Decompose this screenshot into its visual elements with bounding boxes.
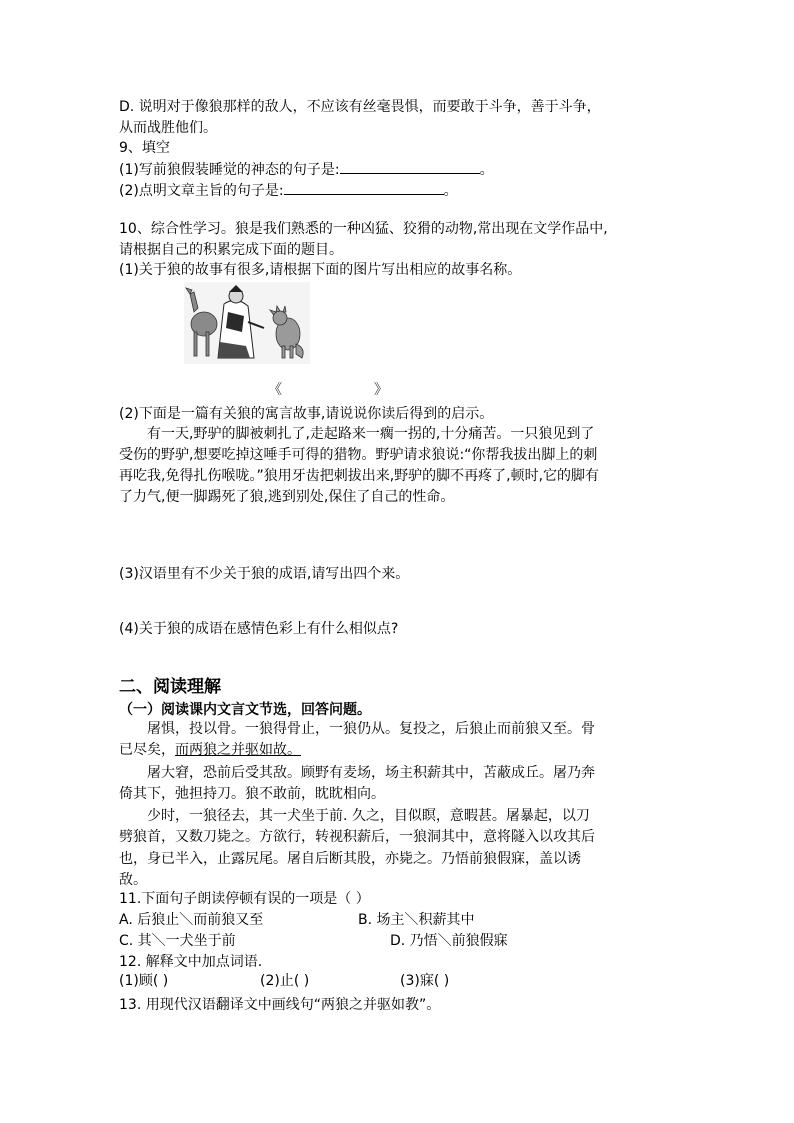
q9-item1 xyxy=(119,159,494,180)
q9-item2-suffix: 。 xyxy=(443,183,458,199)
answer-blank[interactable] xyxy=(284,180,444,195)
passage-line: 倚其下，弛担持刀。狼不敢前，眈眈相向。 xyxy=(119,786,385,802)
answer-blank[interactable] xyxy=(340,159,480,174)
q9-item2 xyxy=(119,180,458,201)
title-bracket-left: 《 xyxy=(268,382,282,398)
passage-line: 劈狼首，又数刀毙之。方欲行，转视积薪后，一狼洞其中，意将隧入以攻其后 xyxy=(119,829,595,845)
story-line: 再吃我,免得扎伤喉咙。”狼用牙齿把刺拔出来,野驴的脚不再疼了,顿时,它的脚有 xyxy=(119,468,600,484)
q12-item1[interactable]: (1)顾( ) xyxy=(119,973,169,989)
q9-item2-prefix: (2)点明文章主旨的句子是: xyxy=(119,183,284,199)
q11-option-b[interactable]: B. 场主＼积薪其中 xyxy=(358,912,475,928)
q10-intro-line1: 10、综合性学习。狼是我们熟悉的一种凶猛、狡猾的动物,常出现在文学作品中, xyxy=(119,221,608,237)
passage-text: 已尽矣， xyxy=(119,742,175,758)
q10-sub3: (3)汉语里有不少关于狼的成语,请写出四个来。 xyxy=(119,566,410,582)
q9-title: 9、填空 xyxy=(119,140,170,156)
wolf-story-illustration xyxy=(184,282,310,364)
q10-intro-line2: 请根据自己的积累完成下面的题目。 xyxy=(119,242,343,258)
q10-sub4: (4)关于狼的成语在感情色彩上有什么相似点? xyxy=(119,621,399,637)
q9-item1-prefix: (1)写前狼假装睡觉的神态的句子是: xyxy=(119,162,340,178)
passage-line: 敌。 xyxy=(119,872,147,888)
section-heading: 二、阅读理解 xyxy=(119,677,221,697)
story-line: 有一天,野驴的脚被刺扎了,走起路来一瘸一拐的,十分痛苦。一只狼见到了 xyxy=(147,426,595,442)
passage-line: 少时，一狼径去，其一犬坐于前. 久之，目似瞑，意暇甚。屠暴起，以刀 xyxy=(147,808,590,824)
q12: 12. 解释文中加点词语. xyxy=(119,954,263,970)
story-line: 受伤的野驴,想要吃掉这唾手可得的猎物。野驴请求狼说:“你帮我拔出脚上的刺 xyxy=(119,447,598,463)
passage-line: 屠惧，投以骨。一狼得骨止，一狼仍从。复投之，后狼止而前狼又至。骨 xyxy=(147,721,595,737)
part-heading: （一）阅读课内文言文节选，回答问题。 xyxy=(119,702,371,718)
q12-item2[interactable]: (2)止( ) xyxy=(260,973,310,989)
option-d-line1: D. 说明对于像狼那样的敌人，不应该有丝毫畏惧，而要敢于斗争，善于斗争， xyxy=(119,99,601,115)
q11-option-c[interactable]: C. 其＼一犬坐于前 xyxy=(119,933,236,949)
title-bracket-right: 》 xyxy=(374,382,388,398)
q13: 13. 用现代汉语翻译文中画线句“两狼之并驱如教”。 xyxy=(119,997,441,1013)
passage-line xyxy=(119,740,301,760)
q11-option-d[interactable]: D. 乃悟＼前狼假寐 xyxy=(390,933,508,949)
passage-line: 也，身已半入，止露尻尾。屠自后断其股，亦毙之。乃悟前狼假寐，盖以诱 xyxy=(119,851,581,867)
q12-item3[interactable]: (3)寐( ) xyxy=(400,973,450,989)
q10-sub1: (1)关于狼的故事有很多,请根据下面的图片写出相应的故事名称。 xyxy=(119,262,522,278)
story-line: 了力气,便一脚踢死了狼,逃到别处,保住了自己的性命。 xyxy=(119,489,455,505)
option-d-line2: 从而战胜他们。 xyxy=(119,120,217,136)
q9-item1-suffix: 。 xyxy=(479,162,494,178)
q10-sub2: (2)下面是一篇有关狼的寓言故事,请说说你读后得到的启示。 xyxy=(119,406,494,422)
underlined-sentence: 而两狼之并驱如故。 xyxy=(175,742,301,758)
passage-line: 屠大窘，恐前后受其敌。顾野有麦场，场主积薪其中，苫蔽成丘。屠乃奔 xyxy=(147,765,595,781)
q11: 11.下面句子朗读停顿有误的一项是（ ） xyxy=(119,891,370,907)
q11-option-a[interactable]: A. 后狼止＼而前狼又至 xyxy=(119,912,264,928)
